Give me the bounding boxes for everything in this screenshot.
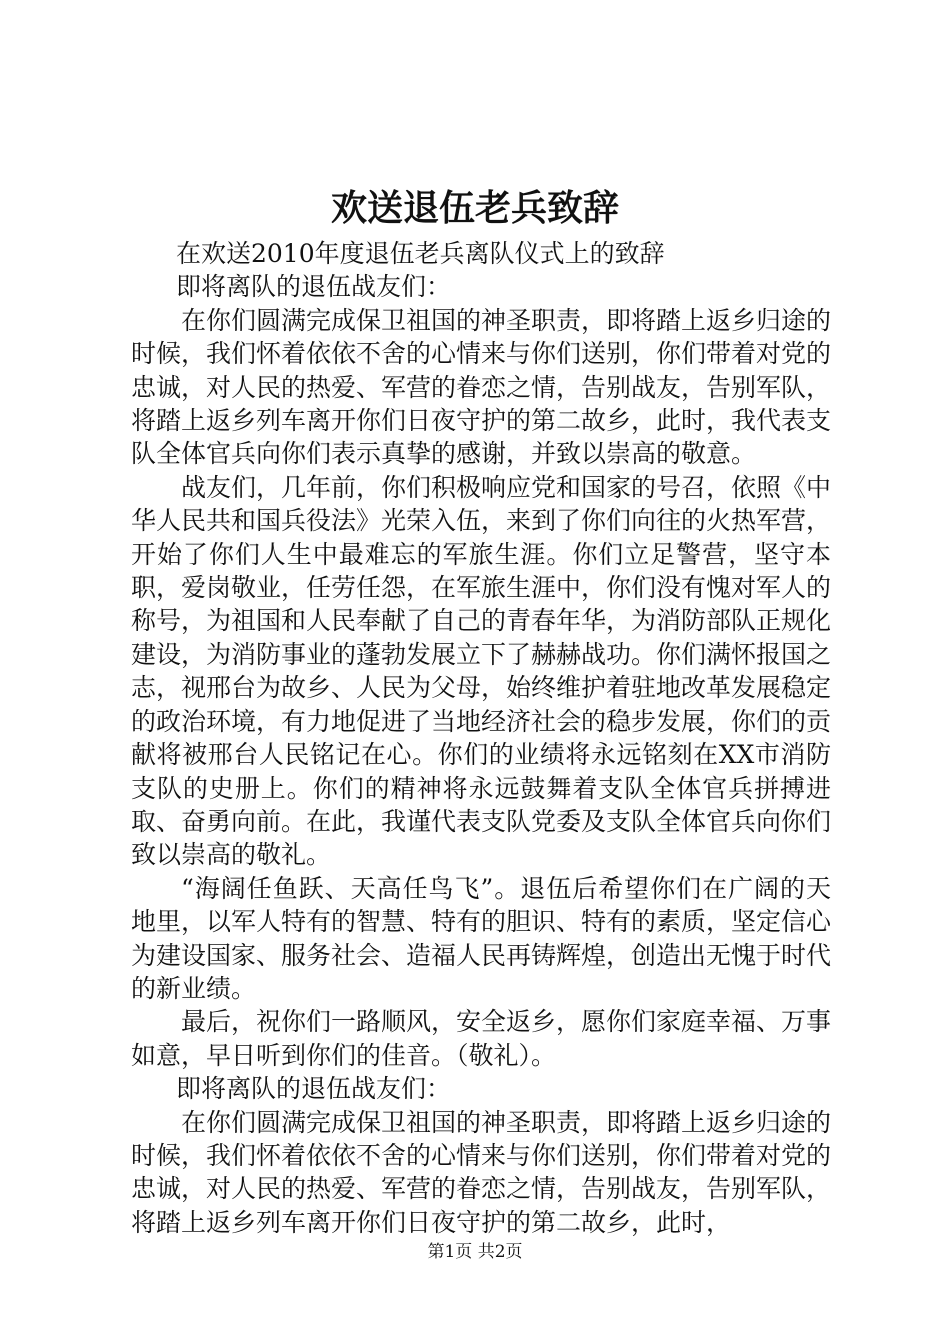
paragraph: 在你们圆满完成保卫祖国的神圣职责，即将踏上返乡归途的时候，我们怀着依依不舍的心情来与你们送别，你们带着对党的忠诚，对人民的热爱、军营的眷恋之情，告别战友，告别军队，将踏上返乡列车离开你们日夜守护的第二故乡，此时，我代表支队全体官兵向你们表示真挚的感谢，并致以崇高的敬意。	[131, 305, 832, 469]
page-footer: 第1页 共2页	[427, 1242, 523, 1262]
paragraph: 战友们，几年前，你们积极响应党和国家的号召，依照《中华人民共和国兵役法》光荣入伍，来到了你们向往的火热军营，开始了你们人生中最难忘的军旅生涯。你们立足警营，坚守本职，爱岗敬业，任劳任怨，在军旅生涯中，你们没有愧对军人的称号，为祖国和人民奉献了自己的青春年华，为消防部队正规化建设，为消防事业的蓬勃发展立下了赫赫战功。你们满怀报国之志，视邢台为故乡、人民为父母，始终维护着驻地改革发展稳定的政治环境，有力地促进了当地经济社会的稳步发展，你们的贡献将被邢台人民铭记在心。你们的业绩将永远铭刻在XX市消防支队的史册上。你们的精神将永远鼓舞着支队全体官兵拼搏进取、奋勇向前。在此，我谨代表支队党委及支队全体官兵向你们致以崇高的敬礼。	[131, 472, 832, 870]
paragraph: 最后，祝你们一路顺风，安全返乡，愿你们家庭幸福、万事如意，早日听到你们的佳音。（敬礼）。	[131, 1007, 832, 1070]
document-body	[131, 237, 831, 1239]
paragraph-subtitle: 在欢送2010年度退伍老兵离队仪式上的致辞	[176, 239, 665, 268]
paragraph: 在你们圆满完成保卫祖国的神圣职责，即将踏上返乡归途的时候，我们怀着依依不舍的心情来与你们送别，你们带着对党的忠诚，对人民的热爱、军营的眷恋之情，告别战友，告别军队，将踏上返乡列车离开你们日夜守护的第二故乡，此时，	[131, 1107, 832, 1237]
paragraph-salutation: 即将离队的退伍战友们：	[176, 1074, 452, 1104]
document-title: 欢送退伍老兵致辞	[330, 187, 619, 229]
paragraph-salutation: 即将离队的退伍战友们：	[176, 272, 452, 302]
paragraph: “海阔任鱼跃、天高任鸟飞”。退伍后希望你们在广阔的天地里，以军人特有的智慧、特有的胆识、特有的素质，坚定信心为建设国家、服务社会、造福人民再铸辉煌，创造出无愧于时代的新业绩。	[131, 873, 832, 1003]
